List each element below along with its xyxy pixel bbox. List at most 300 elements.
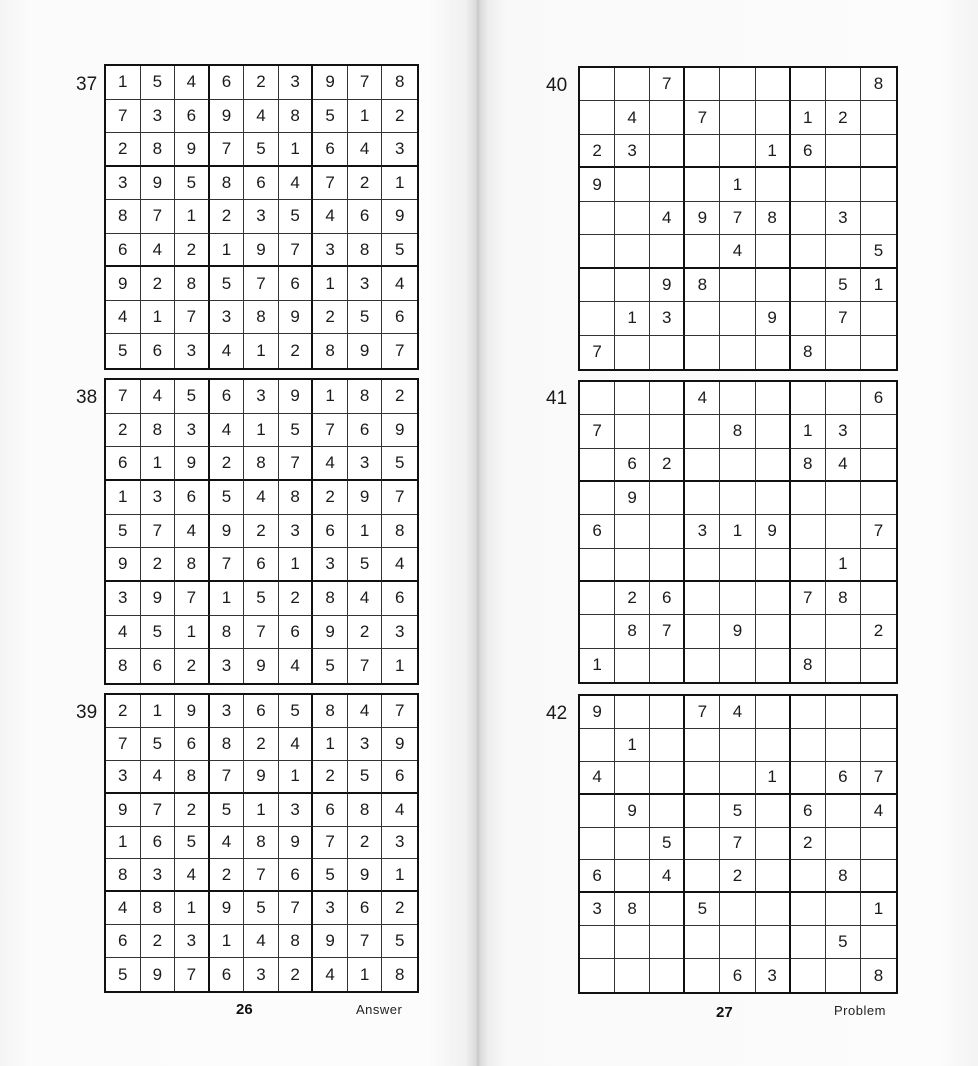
sudoku-cell — [791, 515, 826, 548]
sudoku-cell — [756, 68, 791, 101]
sudoku-cell: 2 — [106, 414, 141, 448]
sudoku-cell: 6 — [580, 515, 615, 548]
sudoku-cell: 9 — [279, 380, 314, 414]
sudoku-cell: 6 — [244, 548, 279, 582]
sudoku-cell: 5 — [826, 269, 861, 302]
sudoku-cell: 7 — [685, 101, 720, 134]
sudoku-cell: 7 — [141, 794, 176, 827]
sudoku-cell — [826, 729, 861, 762]
sudoku-cell: 4 — [313, 447, 348, 481]
sudoku-cell: 8 — [106, 649, 141, 683]
sudoku-cell: 6 — [175, 481, 210, 515]
sudoku-cell — [720, 649, 755, 682]
sudoku-cell: 5 — [244, 892, 279, 925]
sudoku-cell — [791, 382, 826, 415]
sudoku-cell: 3 — [210, 649, 245, 683]
sudoku-cell — [756, 168, 791, 201]
sudoku-cell: 4 — [141, 234, 176, 268]
sudoku-cell: 3 — [313, 548, 348, 582]
sudoku-cell — [615, 168, 650, 201]
sudoku-cell — [615, 515, 650, 548]
sudoku-cell: 2 — [141, 925, 176, 958]
sudoku-cell: 8 — [873, 965, 884, 985]
sudoku-cell: 2 — [615, 582, 650, 615]
sudoku-cell: 5 — [210, 794, 245, 827]
sudoku-cell: 9 — [756, 302, 791, 335]
sudoku-cell: 1 — [279, 761, 314, 794]
sudoku-cell — [720, 482, 755, 515]
sudoku-cell — [580, 449, 615, 482]
sudoku-cell: 1 — [348, 100, 383, 134]
sudoku-cell: 6 — [348, 200, 383, 234]
sudoku-cell — [580, 269, 615, 302]
sudoku-cell: 5 — [141, 66, 176, 100]
sudoku-cell — [615, 336, 650, 369]
sudoku-cell — [861, 482, 896, 515]
sudoku-cell: 1 — [210, 925, 245, 958]
sudoku-cell — [756, 893, 791, 926]
sudoku-cell — [615, 860, 650, 893]
sudoku-cell: 6 — [791, 795, 826, 828]
sudoku-cell: 2 — [244, 728, 279, 761]
sudoku-cell: 1 — [615, 302, 650, 335]
sudoku-cell — [791, 269, 826, 302]
sudoku-cell — [791, 860, 826, 893]
sudoku-cell — [650, 482, 685, 515]
sudoku-cell: 9 — [615, 795, 650, 828]
sudoku-cell: 2 — [382, 380, 417, 414]
sudoku-cell: 4 — [720, 235, 755, 268]
sudoku-cell — [861, 101, 896, 134]
sudoku-cell — [861, 302, 896, 335]
sudoku-cell: 1 — [175, 616, 210, 650]
sudoku-cell: 6 — [279, 267, 314, 301]
sudoku-cell: 3 — [279, 515, 314, 549]
sudoku-cell: 1 — [106, 66, 141, 100]
sudoku-cell: 3 — [348, 728, 383, 761]
sudoku-cell: 8 — [313, 582, 348, 616]
sudoku-cell: 5 — [720, 795, 755, 828]
sudoku-cell: 6 — [244, 695, 279, 728]
sudoku-cell: 4 — [826, 449, 861, 482]
sudoku-cell: 4 — [279, 728, 314, 761]
sudoku-cell: 5 — [826, 926, 861, 959]
sudoku-cell: 7 — [279, 447, 314, 481]
puzzle-number: 42 — [546, 703, 568, 724]
sudoku-cell: 3 — [106, 582, 141, 616]
sudoku-cell: 2 — [106, 133, 141, 167]
sudoku-cell — [650, 549, 685, 582]
sudoku-cell: 6 — [720, 959, 755, 992]
sudoku-cell — [650, 959, 685, 992]
sudoku-cell — [861, 202, 896, 235]
sudoku-cell: 2 — [313, 301, 348, 335]
sudoku-cell: 6 — [826, 762, 861, 795]
sudoku-cell — [826, 696, 861, 729]
sudoku-cell: 8 — [861, 68, 896, 101]
sudoku-cell: 8 — [279, 481, 314, 515]
sudoku-cell: 6 — [175, 100, 210, 134]
sudoku-cell: 2 — [279, 958, 314, 991]
sudoku-cell — [685, 828, 720, 861]
sudoku-cell — [580, 202, 615, 235]
sudoku-cell — [650, 382, 685, 415]
sudoku-cell: 9 — [279, 827, 314, 860]
sudoku-cell: 6 — [106, 234, 141, 268]
sudoku-cell — [580, 926, 615, 959]
sudoku-cell: 6 — [210, 66, 245, 100]
sudoku-cell — [791, 729, 826, 762]
sudoku-cell — [720, 729, 755, 762]
sudoku-cell: 4 — [279, 167, 314, 201]
sudoku-cell: 4 — [106, 616, 141, 650]
sudoku-cell: 3 — [106, 167, 141, 201]
sudoku-cell: 1 — [348, 958, 383, 991]
sudoku-cell: 5 — [175, 167, 210, 201]
sudoku-cell: 8 — [615, 615, 650, 648]
sudoku-cell: 9 — [382, 414, 417, 448]
sudoku-cell: 6 — [106, 447, 141, 481]
sudoku-cell: 6 — [615, 449, 650, 482]
sudoku-cell: 5 — [382, 925, 417, 958]
sudoku-cell: 2 — [210, 859, 245, 892]
sudoku-cell: 1 — [141, 447, 176, 481]
sudoku-cell — [720, 101, 755, 134]
sudoku-cell — [615, 696, 650, 729]
sudoku-cell: 7 — [382, 481, 417, 515]
sudoku-cell: 4 — [210, 334, 245, 368]
sudoku-cell — [720, 302, 755, 335]
sudoku-cell — [756, 549, 791, 582]
sudoku-cell — [685, 649, 720, 682]
sudoku-cell — [650, 235, 685, 268]
sudoku-grid — [104, 693, 419, 993]
sudoku-cell — [826, 515, 861, 548]
sudoku-cell: 5 — [861, 235, 896, 268]
sudoku-cell: 7 — [313, 167, 348, 201]
sudoku-cell — [685, 549, 720, 582]
sudoku-cell: 1 — [313, 380, 348, 414]
sudoku-cell: 4 — [348, 582, 383, 616]
sudoku-cell: 8 — [210, 616, 245, 650]
sudoku-cell: 4 — [650, 202, 685, 235]
sudoku-cell: 6 — [382, 582, 417, 616]
sudoku-cell — [615, 762, 650, 795]
sudoku-cell — [580, 235, 615, 268]
sudoku-cell: 2 — [141, 548, 176, 582]
sudoku-cell — [861, 135, 896, 168]
sudoku-cell — [685, 582, 720, 615]
sudoku-cell — [720, 926, 755, 959]
sudoku-cell — [685, 482, 720, 515]
sudoku-cell — [720, 893, 755, 926]
sudoku-cell — [650, 649, 685, 682]
sudoku-cell: 4 — [615, 101, 650, 134]
sudoku-cell: 3 — [175, 334, 210, 368]
sudoku-cell: 1 — [791, 101, 826, 134]
sudoku-cell — [685, 235, 720, 268]
sudoku-cell — [720, 762, 755, 795]
sudoku-cell: 8 — [615, 893, 650, 926]
sudoku-cell — [580, 382, 615, 415]
sudoku-cell: 8 — [348, 234, 383, 268]
sudoku-cell: 9 — [382, 728, 417, 761]
sudoku-cell — [685, 168, 720, 201]
sudoku-cell: 5 — [141, 616, 176, 650]
sudoku-cell — [756, 482, 791, 515]
sudoku-cell: 7 — [861, 762, 896, 795]
sudoku-cell: 8 — [394, 964, 405, 984]
sudoku-cell — [861, 582, 896, 615]
sudoku-cell: 9 — [106, 794, 141, 827]
sudoku-cell: 5 — [210, 481, 245, 515]
sudoku-cell: 1 — [244, 414, 279, 448]
sudoku-cell: 1 — [313, 728, 348, 761]
sudoku-cell: 7 — [210, 761, 245, 794]
sudoku-cell: 8 — [210, 167, 245, 201]
sudoku-cell: 7 — [106, 728, 141, 761]
sudoku-grid — [578, 66, 898, 371]
sudoku-cell: 6 — [141, 334, 176, 368]
sudoku-cell: 4 — [382, 267, 417, 301]
sudoku-cell: 9 — [348, 859, 383, 892]
sudoku-cell: 7 — [791, 582, 826, 615]
sudoku-cell — [685, 135, 720, 168]
sudoku-cell: 1 — [106, 827, 141, 860]
sudoku-cell: 1 — [382, 859, 417, 892]
sudoku-cell: 3 — [348, 267, 383, 301]
sudoku-cell: 2 — [382, 100, 417, 134]
sudoku-cell: 4 — [348, 695, 383, 728]
sudoku-cell: 9 — [615, 482, 650, 515]
sudoku-cell — [685, 415, 720, 448]
sudoku-cell: 9 — [175, 133, 210, 167]
sudoku-cell — [685, 336, 720, 369]
sudoku-cell: 1 — [720, 515, 755, 548]
sudoku-cell: 7 — [106, 380, 141, 414]
sudoku-cell: 5 — [210, 267, 245, 301]
sudoku-cell — [756, 582, 791, 615]
sudoku-cell — [791, 696, 826, 729]
sudoku-cell: 4 — [279, 649, 314, 683]
sudoku-cell — [650, 696, 685, 729]
sudoku-cell: 3 — [382, 827, 417, 860]
sudoku-cell: 1 — [791, 415, 826, 448]
sudoku-cell: 9 — [175, 447, 210, 481]
sudoku-cell — [650, 795, 685, 828]
sudoku-cell: 7 — [175, 958, 210, 991]
sudoku-cell — [861, 860, 896, 893]
sudoku-cell: 8 — [791, 336, 826, 369]
sudoku-cell — [861, 926, 896, 959]
sudoku-cell: 4 — [348, 133, 383, 167]
sudoku-cell: 6 — [313, 133, 348, 167]
sudoku-cell — [580, 582, 615, 615]
sudoku-cell — [580, 959, 615, 992]
sudoku-cell — [826, 615, 861, 648]
sudoku-cell: 8 — [244, 827, 279, 860]
sudoku-cell — [615, 415, 650, 448]
sudoku-cell: 4 — [382, 548, 417, 582]
sudoku-cell — [861, 549, 896, 582]
sudoku-cell — [685, 68, 720, 101]
sudoku-cell — [756, 795, 791, 828]
sudoku-cell: 4 — [313, 958, 348, 991]
sudoku-grid — [104, 378, 419, 685]
page-number: 26 — [236, 1001, 253, 1018]
sudoku-cell — [685, 302, 720, 335]
sudoku-cell: 3 — [244, 958, 279, 991]
sudoku-cell: 2 — [861, 615, 896, 648]
sudoku-cell: 3 — [279, 66, 314, 100]
sudoku-cell: 9 — [650, 269, 685, 302]
sudoku-cell: 8 — [175, 761, 210, 794]
sudoku-cell: 4 — [861, 795, 896, 828]
sudoku-cell: 2 — [348, 827, 383, 860]
sudoku-cell: 3 — [685, 515, 720, 548]
sudoku-cell: 6 — [382, 761, 417, 794]
sudoku-cell: 7 — [106, 100, 141, 134]
sudoku-cell — [685, 449, 720, 482]
sudoku-cell: 5 — [175, 827, 210, 860]
sudoku-cell: 6 — [382, 301, 417, 335]
sudoku-cell: 9 — [313, 616, 348, 650]
sudoku-cell: 3 — [279, 794, 314, 827]
sudoku-cell: 5 — [348, 761, 383, 794]
sudoku-cell: 5 — [141, 728, 176, 761]
sudoku-cell: 4 — [313, 200, 348, 234]
sudoku-cell: 9 — [279, 301, 314, 335]
sudoku-cell: 6 — [175, 728, 210, 761]
sudoku-cell — [580, 68, 615, 101]
sudoku-cell — [756, 235, 791, 268]
sudoku-cell: 7 — [720, 828, 755, 861]
sudoku-cell — [720, 549, 755, 582]
sudoku-cell: 9 — [210, 100, 245, 134]
sudoku-cell: 5 — [106, 515, 141, 549]
sudoku-cell — [615, 549, 650, 582]
sudoku-cell — [685, 615, 720, 648]
sudoku-cell: 2 — [175, 794, 210, 827]
sudoku-cell — [861, 168, 896, 201]
sudoku-cell: 9 — [348, 334, 383, 368]
sudoku-cell: 4 — [685, 382, 720, 415]
sudoku-cell: 1 — [175, 200, 210, 234]
sudoku-cell — [650, 893, 685, 926]
sudoku-cell: 8 — [244, 301, 279, 335]
sudoku-cell — [615, 828, 650, 861]
sudoku-cell — [756, 615, 791, 648]
sudoku-cell — [580, 729, 615, 762]
sudoku-cell: 3 — [313, 234, 348, 268]
sudoku-cell — [650, 415, 685, 448]
sudoku-cell: 2 — [244, 66, 279, 100]
sudoku-cell — [756, 828, 791, 861]
sudoku-cell: 9 — [685, 202, 720, 235]
sudoku-cell: 6 — [580, 860, 615, 893]
sudoku-cell: 8 — [348, 380, 383, 414]
sudoku-cell: 4 — [244, 925, 279, 958]
sudoku-cell: 6 — [313, 515, 348, 549]
sudoku-cell — [580, 615, 615, 648]
sudoku-cell: 2 — [826, 101, 861, 134]
sudoku-cell — [580, 101, 615, 134]
sudoku-cell: 8 — [210, 728, 245, 761]
sudoku-cell: 6 — [141, 649, 176, 683]
sudoku-cell: 9 — [106, 548, 141, 582]
sudoku-cell: 1 — [756, 762, 791, 795]
sudoku-cell — [791, 549, 826, 582]
sudoku-cell: 4 — [106, 301, 141, 335]
sudoku-grid — [104, 64, 419, 370]
sudoku-cell — [650, 168, 685, 201]
sudoku-cell: 2 — [175, 649, 210, 683]
sudoku-cell: 5 — [382, 447, 417, 481]
sudoku-cell — [791, 893, 826, 926]
sudoku-cell — [650, 762, 685, 795]
sudoku-cell — [650, 135, 685, 168]
sudoku-cell — [650, 101, 685, 134]
sudoku-cell: 3 — [348, 447, 383, 481]
sudoku-cell: 1 — [279, 133, 314, 167]
sudoku-cell — [861, 415, 896, 448]
sudoku-cell: 7 — [861, 515, 896, 548]
sudoku-cell: 5 — [244, 133, 279, 167]
sudoku-cell: 9 — [210, 515, 245, 549]
sudoku-cell: 9 — [756, 515, 791, 548]
sudoku-grid — [578, 694, 898, 994]
sudoku-cell: 7 — [313, 414, 348, 448]
sudoku-cell: 8 — [141, 414, 176, 448]
sudoku-cell: 6 — [279, 616, 314, 650]
sudoku-cell — [720, 135, 755, 168]
sudoku-cell: 9 — [580, 168, 615, 201]
sudoku-cell: 2 — [279, 334, 314, 368]
sudoku-cell: 6 — [348, 414, 383, 448]
sudoku-cell: 7 — [348, 925, 383, 958]
sudoku-cell: 4 — [210, 414, 245, 448]
sudoku-cell — [826, 135, 861, 168]
sudoku-cell — [615, 202, 650, 235]
sudoku-cell: 9 — [141, 167, 176, 201]
puzzle-number: 39 — [76, 702, 98, 723]
sudoku-cell: 9 — [244, 234, 279, 268]
sudoku-cell: 8 — [826, 582, 861, 615]
sudoku-cell — [861, 696, 896, 729]
sudoku-cell — [615, 649, 650, 682]
sudoku-cell — [756, 336, 791, 369]
sudoku-cell: 2 — [141, 267, 176, 301]
sudoku-cell — [720, 68, 755, 101]
sudoku-cell — [685, 860, 720, 893]
sudoku-cell: 3 — [244, 380, 279, 414]
sudoku-cell: 7 — [141, 200, 176, 234]
page-label: Problem — [834, 1003, 886, 1018]
sudoku-cell: 8 — [141, 133, 176, 167]
sudoku-cell: 8 — [382, 66, 417, 100]
sudoku-cell — [685, 926, 720, 959]
sudoku-cell: 3 — [210, 301, 245, 335]
sudoku-cell — [580, 795, 615, 828]
sudoku-cell — [791, 68, 826, 101]
sudoku-cell — [650, 336, 685, 369]
sudoku-cell — [826, 795, 861, 828]
sudoku-cell: 6 — [650, 582, 685, 615]
sudoku-cell — [861, 649, 896, 682]
sudoku-cell: 1 — [244, 794, 279, 827]
sudoku-cell: 1 — [141, 301, 176, 335]
sudoku-cell: 7 — [826, 302, 861, 335]
